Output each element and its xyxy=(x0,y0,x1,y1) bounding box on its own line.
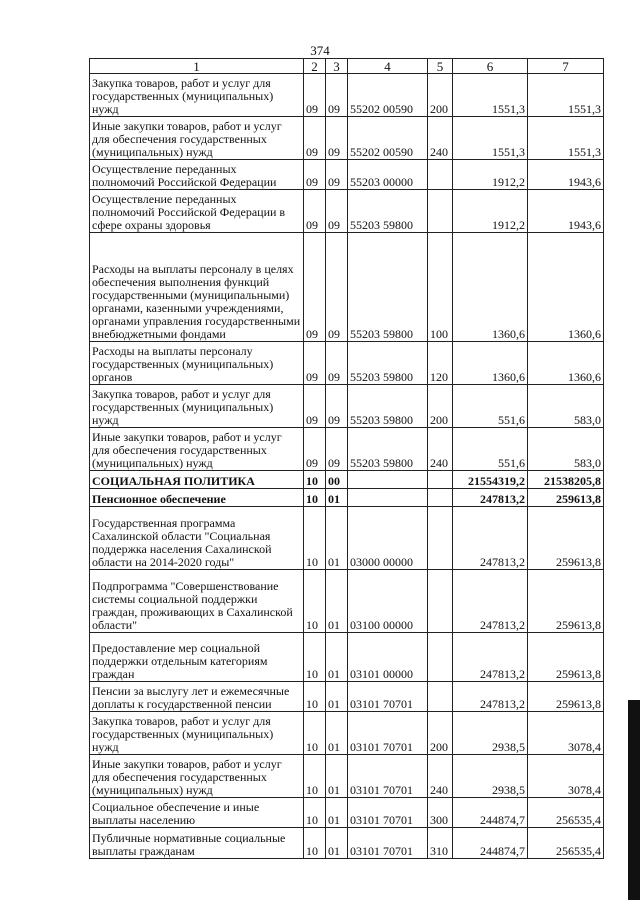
amount-col-6: 1912,2 xyxy=(453,160,528,190)
amount-col-6: 244874,7 xyxy=(453,828,528,859)
target-article-code: 03101 70701 xyxy=(348,755,428,798)
target-article-code: 03100 00000 xyxy=(348,570,428,633)
expense-type-code xyxy=(428,160,453,190)
amount-col-6: 2938,5 xyxy=(453,712,528,755)
expense-type-code xyxy=(428,489,453,507)
amount-col-7: 1551,3 xyxy=(528,74,604,117)
budget-table xyxy=(89,58,604,859)
subsection-code: 09 xyxy=(326,160,348,190)
amount-col-7: 21538205,8 xyxy=(528,471,604,489)
page-number: 374 xyxy=(310,43,330,58)
amount-col-7: 259613,8 xyxy=(528,570,604,633)
expense-type-code: 300 xyxy=(428,798,453,828)
expense-type-code xyxy=(428,633,453,682)
row-name: СОЦИАЛЬНАЯ ПОЛИТИКА xyxy=(90,471,304,489)
table-row xyxy=(90,507,604,570)
table-row xyxy=(90,489,604,507)
table-row xyxy=(90,471,604,489)
table-row xyxy=(90,160,604,190)
table-row xyxy=(90,74,604,117)
subsection-code: 09 xyxy=(326,428,348,471)
table-row xyxy=(90,682,604,712)
section-code: 10 xyxy=(304,712,326,755)
row-name: Предоставление мер социальной поддержки отдельным категориям граждан xyxy=(90,633,304,682)
expense-type-code: 310 xyxy=(428,828,453,859)
subsection-code: 09 xyxy=(326,342,348,385)
subsection-code: 01 xyxy=(326,828,348,859)
amount-col-6: 1912,2 xyxy=(453,190,528,233)
table-row xyxy=(90,428,604,471)
target-article-code: 03101 70701 xyxy=(348,682,428,712)
row-name: Закупка товаров, работ и услуг для государственных (муниципальных) нужд xyxy=(90,74,304,117)
row-name: Расходы на выплаты персоналу государственных (муниципальных) органов xyxy=(90,342,304,385)
amount-col-7: 3078,4 xyxy=(528,712,604,755)
expense-type-code xyxy=(428,190,453,233)
amount-col-6: 247813,2 xyxy=(453,489,528,507)
subsection-code: 09 xyxy=(326,385,348,428)
amount-col-6: 551,6 xyxy=(453,428,528,471)
target-article-code xyxy=(348,471,428,489)
target-article-code: 03101 70701 xyxy=(348,712,428,755)
section-code: 09 xyxy=(304,342,326,385)
expense-type-code: 240 xyxy=(428,117,453,160)
column-header: 1 xyxy=(90,59,304,74)
amount-col-7: 259613,8 xyxy=(528,489,604,507)
row-name: Иные закупки товаров, работ и услуг для обеспечения государственных (муниципальных) нужд xyxy=(90,428,304,471)
table-row xyxy=(90,385,604,428)
subsection-code: 01 xyxy=(326,755,348,798)
target-article-code: 55203 59800 xyxy=(348,190,428,233)
amount-col-7: 256535,4 xyxy=(528,828,604,859)
expense-type-code: 100 xyxy=(428,233,453,342)
target-article-code: 55203 59800 xyxy=(348,385,428,428)
expense-type-code xyxy=(428,570,453,633)
expense-type-code: 120 xyxy=(428,342,453,385)
amount-col-6: 247813,2 xyxy=(453,682,528,712)
expense-type-code: 240 xyxy=(428,428,453,471)
row-name: Пенсионное обеспечение xyxy=(90,489,304,507)
section-code: 09 xyxy=(304,160,326,190)
row-name: Осуществление переданных полномочий Российской Федерации в сфере охраны здоровья xyxy=(90,190,304,233)
column-header: 6 xyxy=(453,59,528,74)
section-code: 10 xyxy=(304,570,326,633)
section-code: 09 xyxy=(304,428,326,471)
amount-col-7: 583,0 xyxy=(528,428,604,471)
row-name: Иные закупки товаров, работ и услуг для обеспечения государственных (муниципальных) нужд xyxy=(90,755,304,798)
amount-col-6: 21554319,2 xyxy=(453,471,528,489)
section-code: 09 xyxy=(304,74,326,117)
header-row xyxy=(90,59,604,74)
expense-type-code: 200 xyxy=(428,74,453,117)
column-header: 2 xyxy=(304,59,326,74)
scan-edge-mark xyxy=(628,700,640,900)
column-header: 4 xyxy=(348,59,428,74)
expense-type-code: 240 xyxy=(428,755,453,798)
amount-col-7: 256535,4 xyxy=(528,798,604,828)
target-article-code: 55203 59800 xyxy=(348,428,428,471)
target-article-code: 55202 00590 xyxy=(348,117,428,160)
amount-col-6: 1360,6 xyxy=(453,233,528,342)
section-code: 10 xyxy=(304,755,326,798)
expense-type-code: 200 xyxy=(428,712,453,755)
row-name: Государственная программа Сахалинской области "Социальная поддержка населения Сахалинской области на 2014-2020 годы" xyxy=(90,507,304,570)
section-code: 10 xyxy=(304,798,326,828)
expense-type-code: 200 xyxy=(428,385,453,428)
amount-col-6: 244874,7 xyxy=(453,798,528,828)
target-article-code: 03101 70701 xyxy=(348,828,428,859)
section-code: 10 xyxy=(304,633,326,682)
amount-col-6: 551,6 xyxy=(453,385,528,428)
section-code: 09 xyxy=(304,117,326,160)
row-name: Пенсии за выслугу лет и ежемесячные доплаты к государственной пенсии xyxy=(90,682,304,712)
table-row xyxy=(90,755,604,798)
amount-col-7: 259613,8 xyxy=(528,633,604,682)
target-article-code: 03101 70701 xyxy=(348,798,428,828)
column-header: 7 xyxy=(528,59,604,74)
target-article-code: 03101 00000 xyxy=(348,633,428,682)
subsection-code: 00 xyxy=(326,471,348,489)
subsection-code: 01 xyxy=(326,712,348,755)
table-row xyxy=(90,828,604,859)
section-code: 09 xyxy=(304,233,326,342)
subsection-code: 09 xyxy=(326,233,348,342)
subsection-code: 01 xyxy=(326,798,348,828)
section-code: 10 xyxy=(304,471,326,489)
target-article-code: 55203 59800 xyxy=(348,342,428,385)
amount-col-6: 1551,3 xyxy=(453,117,528,160)
table-row xyxy=(90,190,604,233)
section-code: 10 xyxy=(304,828,326,859)
amount-col-7: 1360,6 xyxy=(528,233,604,342)
amount-col-6: 247813,2 xyxy=(453,507,528,570)
amount-col-7: 259613,8 xyxy=(528,682,604,712)
column-header: 3 xyxy=(326,59,348,74)
row-name: Закупка товаров, работ и услуг для государственных (муниципальных) нужд xyxy=(90,385,304,428)
target-article-code: 55202 00590 xyxy=(348,74,428,117)
table-row xyxy=(90,117,604,160)
amount-col-7: 1360,6 xyxy=(528,342,604,385)
row-name: Подпрограмма "Совершенствование системы социальной поддержки граждан, проживающих в Сахалинской области" xyxy=(90,570,304,633)
expense-type-code xyxy=(428,507,453,570)
section-code: 09 xyxy=(304,190,326,233)
amount-col-6: 247813,2 xyxy=(453,633,528,682)
subsection-code: 01 xyxy=(326,570,348,633)
amount-col-7: 1551,3 xyxy=(528,117,604,160)
table-row xyxy=(90,633,604,682)
row-name: Осуществление переданных полномочий Российской Федерации xyxy=(90,160,304,190)
amount-col-6: 1551,3 xyxy=(453,74,528,117)
target-article-code: 55203 59800 xyxy=(348,233,428,342)
table-row xyxy=(90,798,604,828)
target-article-code xyxy=(348,489,428,507)
column-header: 5 xyxy=(428,59,453,74)
amount-col-7: 259613,8 xyxy=(528,507,604,570)
amount-col-7: 3078,4 xyxy=(528,755,604,798)
amount-col-6: 247813,2 xyxy=(453,570,528,633)
row-name: Иные закупки товаров, работ и услуг для обеспечения государственных (муниципальных) нужд xyxy=(90,117,304,160)
expense-type-code xyxy=(428,682,453,712)
subsection-code: 09 xyxy=(326,74,348,117)
table-row xyxy=(90,233,604,342)
section-code: 09 xyxy=(304,385,326,428)
section-code: 10 xyxy=(304,507,326,570)
row-name: Социальное обеспечение и иные выплаты населению xyxy=(90,798,304,828)
subsection-code: 01 xyxy=(326,633,348,682)
row-name: Публичные нормативные социальные выплаты гражданам xyxy=(90,828,304,859)
target-article-code: 55203 00000 xyxy=(348,160,428,190)
amount-col-7: 1943,6 xyxy=(528,160,604,190)
subsection-code: 01 xyxy=(326,507,348,570)
subsection-code: 09 xyxy=(326,117,348,160)
row-name: Расходы на выплаты персоналу в целях обеспечения выполнения функций государственными (муниципальными) органами, казенными учреждениями, органами управления государственными внебюджетными фондами xyxy=(90,233,304,342)
subsection-code: 01 xyxy=(326,489,348,507)
table-row xyxy=(90,712,604,755)
amount-col-6: 1360,6 xyxy=(453,342,528,385)
amount-col-6: 2938,5 xyxy=(453,755,528,798)
row-name: Закупка товаров, работ и услуг для государственных (муниципальных) нужд xyxy=(90,712,304,755)
table-row xyxy=(90,342,604,385)
subsection-code: 09 xyxy=(326,190,348,233)
amount-col-7: 1943,6 xyxy=(528,190,604,233)
target-article-code: 03000 00000 xyxy=(348,507,428,570)
amount-col-7: 583,0 xyxy=(528,385,604,428)
expense-type-code xyxy=(428,471,453,489)
subsection-code: 01 xyxy=(326,682,348,712)
table-row xyxy=(90,570,604,633)
section-code: 10 xyxy=(304,489,326,507)
section-code: 10 xyxy=(304,682,326,712)
